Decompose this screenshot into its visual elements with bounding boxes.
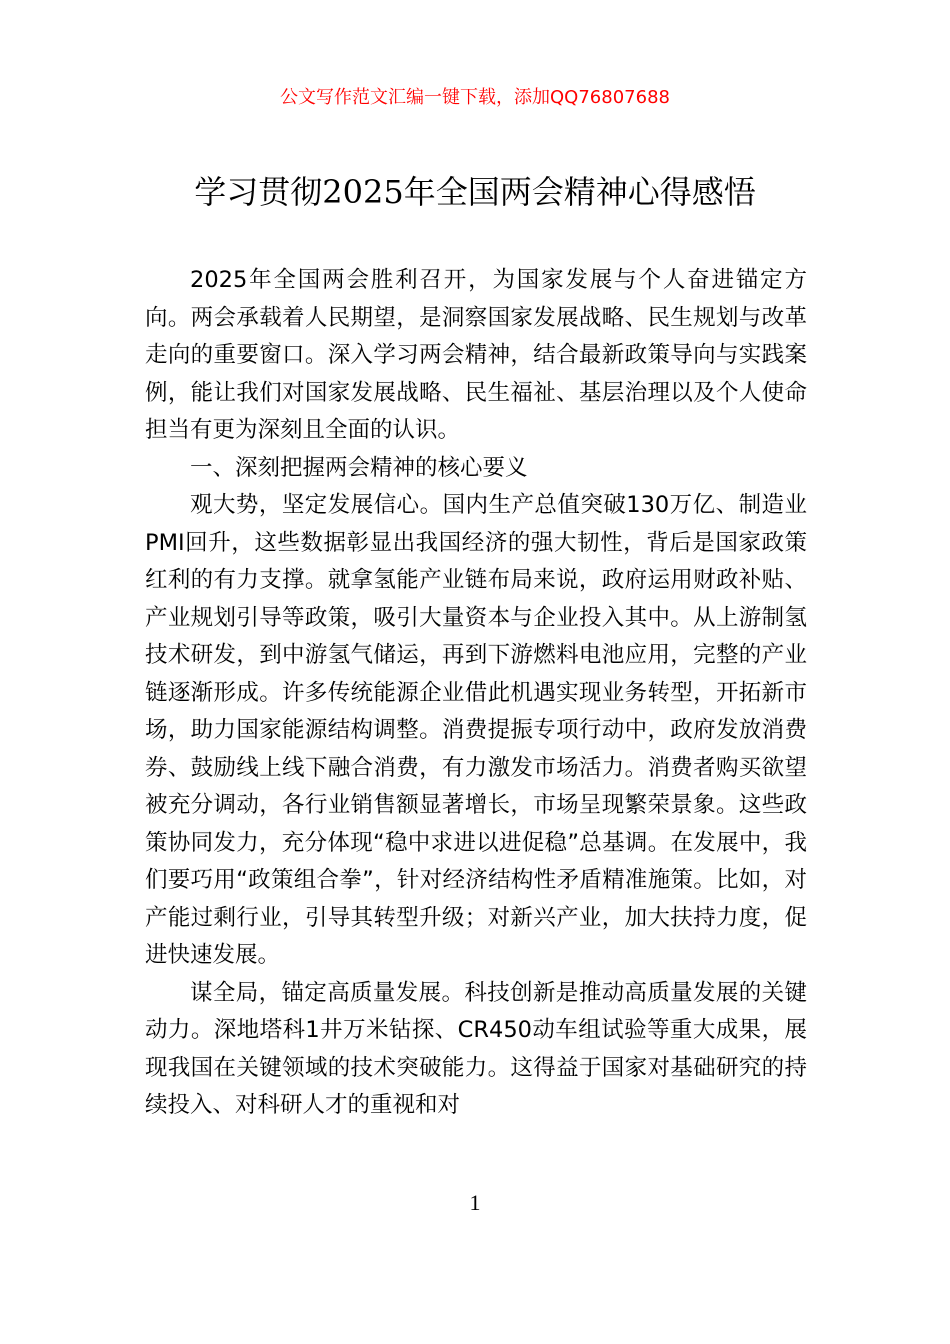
download-notice: 公文写作范文汇编一键下载，添加QQ76807688 (280, 87, 670, 108)
document-title: 学习贯彻2025年全国两会精神心得感悟 (194, 173, 756, 211)
body-paragraph: 观大势，坚定发展信心。国内生产总值突破130万亿、制造业PMI回升，这些数据彰显出我国经济的强大韧性，背后是国家政策红利的有力支撑。就拿氢能产业链布局来说，政府运用财政补贴、产业规划引导等政策，吸引大量资本与企业投入其中。从上游制氢技术研发，到中游氢气储运，再到下游燃料电池应用，完整的产业链逐渐形成。许多传统能源企业借此机遇实现业务转型，开拓新市场，助力国家能源结构调整。消费提振专项行动中，政府发放消费券、鼓励线上线下融合消费，有力激发市场活力。消费者购买欲望被充分调动，各行业销售额显著增长，市场呈现繁荣景象。这些政策协同发力，充分体现“稳中求进以进促稳”总基调。在发展中，我们要巧用“政策组合拳”，针对经济结构性矛盾精准施策。比如，对产能过剩行业，引导其转型升级；对新兴产业，加大扶持力度，促进快速发展。 (145, 492, 807, 968)
intro-paragraph: 2025年全国两会胜利召开，为国家发展与个人奋进锚定方向。两会承载着人民期望，是洞察国家发展战略、民生规划与改革走向的重要窗口。深入学习两会精神，结合最新政策导向与实践案例，能让我们对国家发展战略、民生福祉、基层治理以及个人使命担当有更为深刻且全面的认识。 (145, 267, 807, 443)
page-number: 1 (469, 1190, 481, 1215)
section-heading: 一、深刻把握两会精神的核心要义 (190, 454, 528, 481)
document-body (145, 262, 807, 1125)
body-paragraph: 谋全局，锚定高质量发展。科技创新是推动高质量发展的关键动力。深地塔科1井万米钻探、CR450动车组试验等重大成果，展现我国在关键领域的技术突破能力。这得益于国家对基础研究的持续投入、对科研人才的重视和对 (145, 979, 807, 1118)
